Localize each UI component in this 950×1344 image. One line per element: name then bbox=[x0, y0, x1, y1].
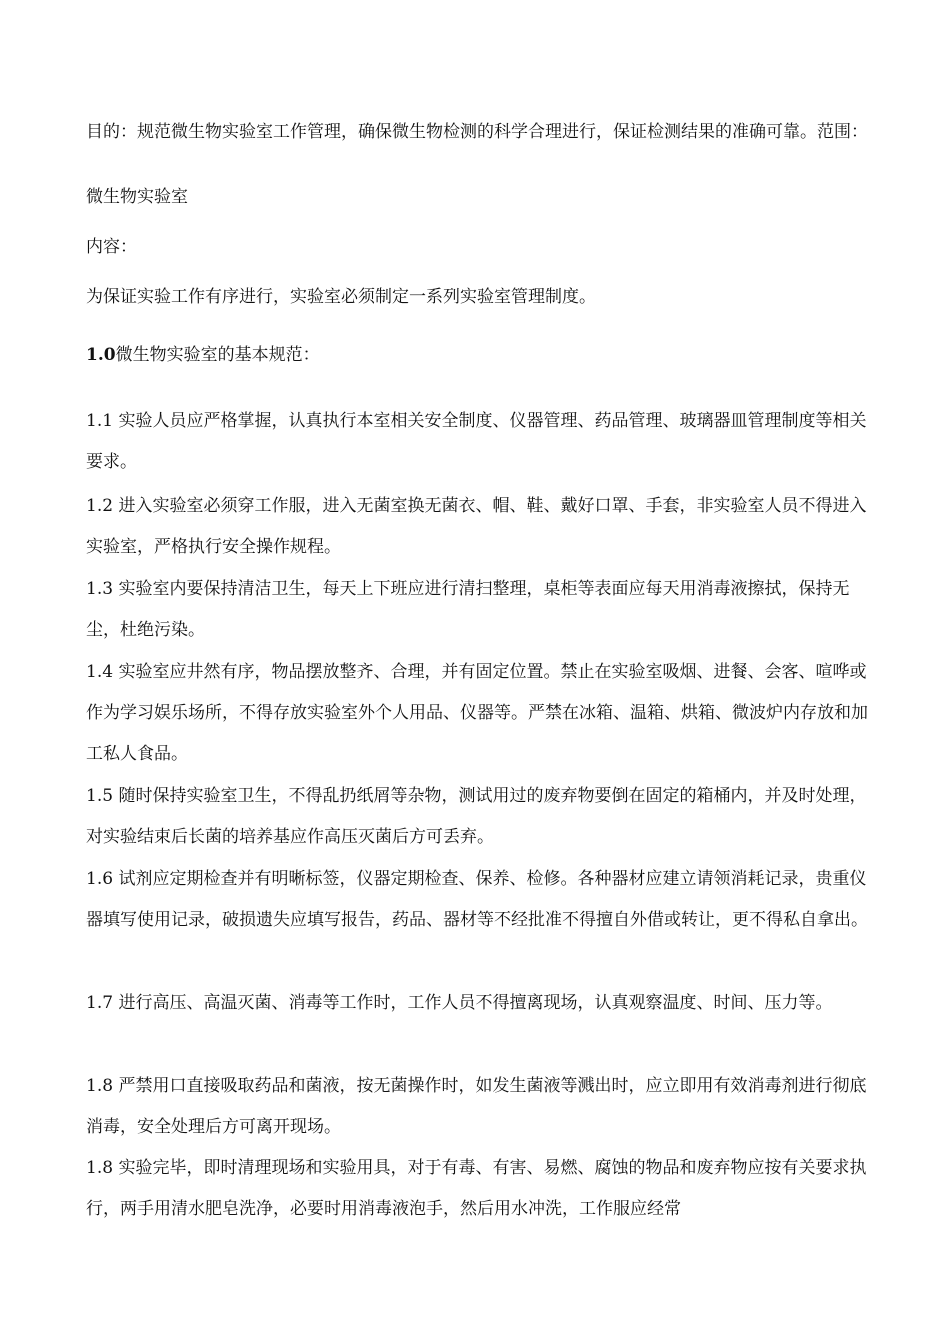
item-1-4: 1.4 实验室应井然有序，物品摆放整齐、合理，并有固定位置。禁止在实验室吸烟、进餐、会客、喧哗或作为学习娱乐场所，不得存放实验室外个人用品、仪器等。严禁在冰箱、温箱、烘箱、微波炉内存放和加工私人食品。 bbox=[86, 662, 868, 764]
item-1-2: 1.2 进入实验室必须穿工作服，进入无菌室换无菌衣、帽、鞋、戴好口罩、手套，非实验室人员不得进入实验室，严格执行安全操作规程。 bbox=[86, 496, 867, 557]
item-1-6: 1.6 试剂应定期检查并有明晰标签，仪器定期检查、保养、检修。各种器材应建立请领消耗记录，贵重仪器填写使用记录，破损遗失应填写报告，药品、器材等不经批准不得擅自外借或转让，更不得私自拿出。 bbox=[86, 869, 868, 930]
item-1-7: 1.7 进行高压、高温灭菌、消毒等工作时，工作人员不得擅离现场，认真观察温度、时间、压力等。 bbox=[86, 993, 833, 1013]
intro-paragraph: 为保证实验工作有序进行，实验室必须制定一系列实验室管理制度。 bbox=[86, 287, 596, 307]
item-1-5: 1.5 随时保持实验室卫生，不得乱扔纸屑等杂物，测试用过的废弃物要倒在固定的箱桶内，并及时处理，对实验结束后长菌的培养基应作高压灭菌后方可丢弃。 bbox=[86, 786, 867, 847]
purpose-paragraph: 目的：规范微生物实验室工作管理，确保微生物检测的科学合理进行，保证检测结果的准确可靠。范围： bbox=[86, 122, 868, 142]
section-heading bbox=[86, 344, 876, 366]
item-1-3: 1.3 实验室内要保持清洁卫生，每天上下班应进行清扫整理，桌柜等表面应每天用消毒液擦拭，保持无尘，杜绝污染。 bbox=[86, 579, 850, 640]
item-1-8-second: 1.8 实验完毕，即时清理现场和实验用具，对于有毒、有害、易燃、腐蚀的物品和废弃物应按有关要求执行，两手用清水肥皂洗净，必要时用消毒液泡手，然后用水冲洗，工作服应经常 bbox=[86, 1158, 867, 1219]
section-title: 微生物实验室的基本规范： bbox=[115, 345, 320, 365]
scope-paragraph: 微生物实验室 bbox=[86, 187, 188, 207]
content-label: 内容： bbox=[86, 237, 137, 257]
item-1-8: 1.8 严禁用口直接吸取药品和菌液，按无菌操作时，如发生菌液等溅出时，应立即用有效消毒剂进行彻底消毒，安全处理后方可离开现场。 bbox=[86, 1076, 867, 1137]
section-number: 1.0 bbox=[86, 345, 116, 365]
item-1-1: 1.1 实验人员应严格掌握，认真执行本室相关安全制度、仪器管理、药品管理、玻璃器皿管理制度等相关要求。 bbox=[86, 411, 867, 472]
